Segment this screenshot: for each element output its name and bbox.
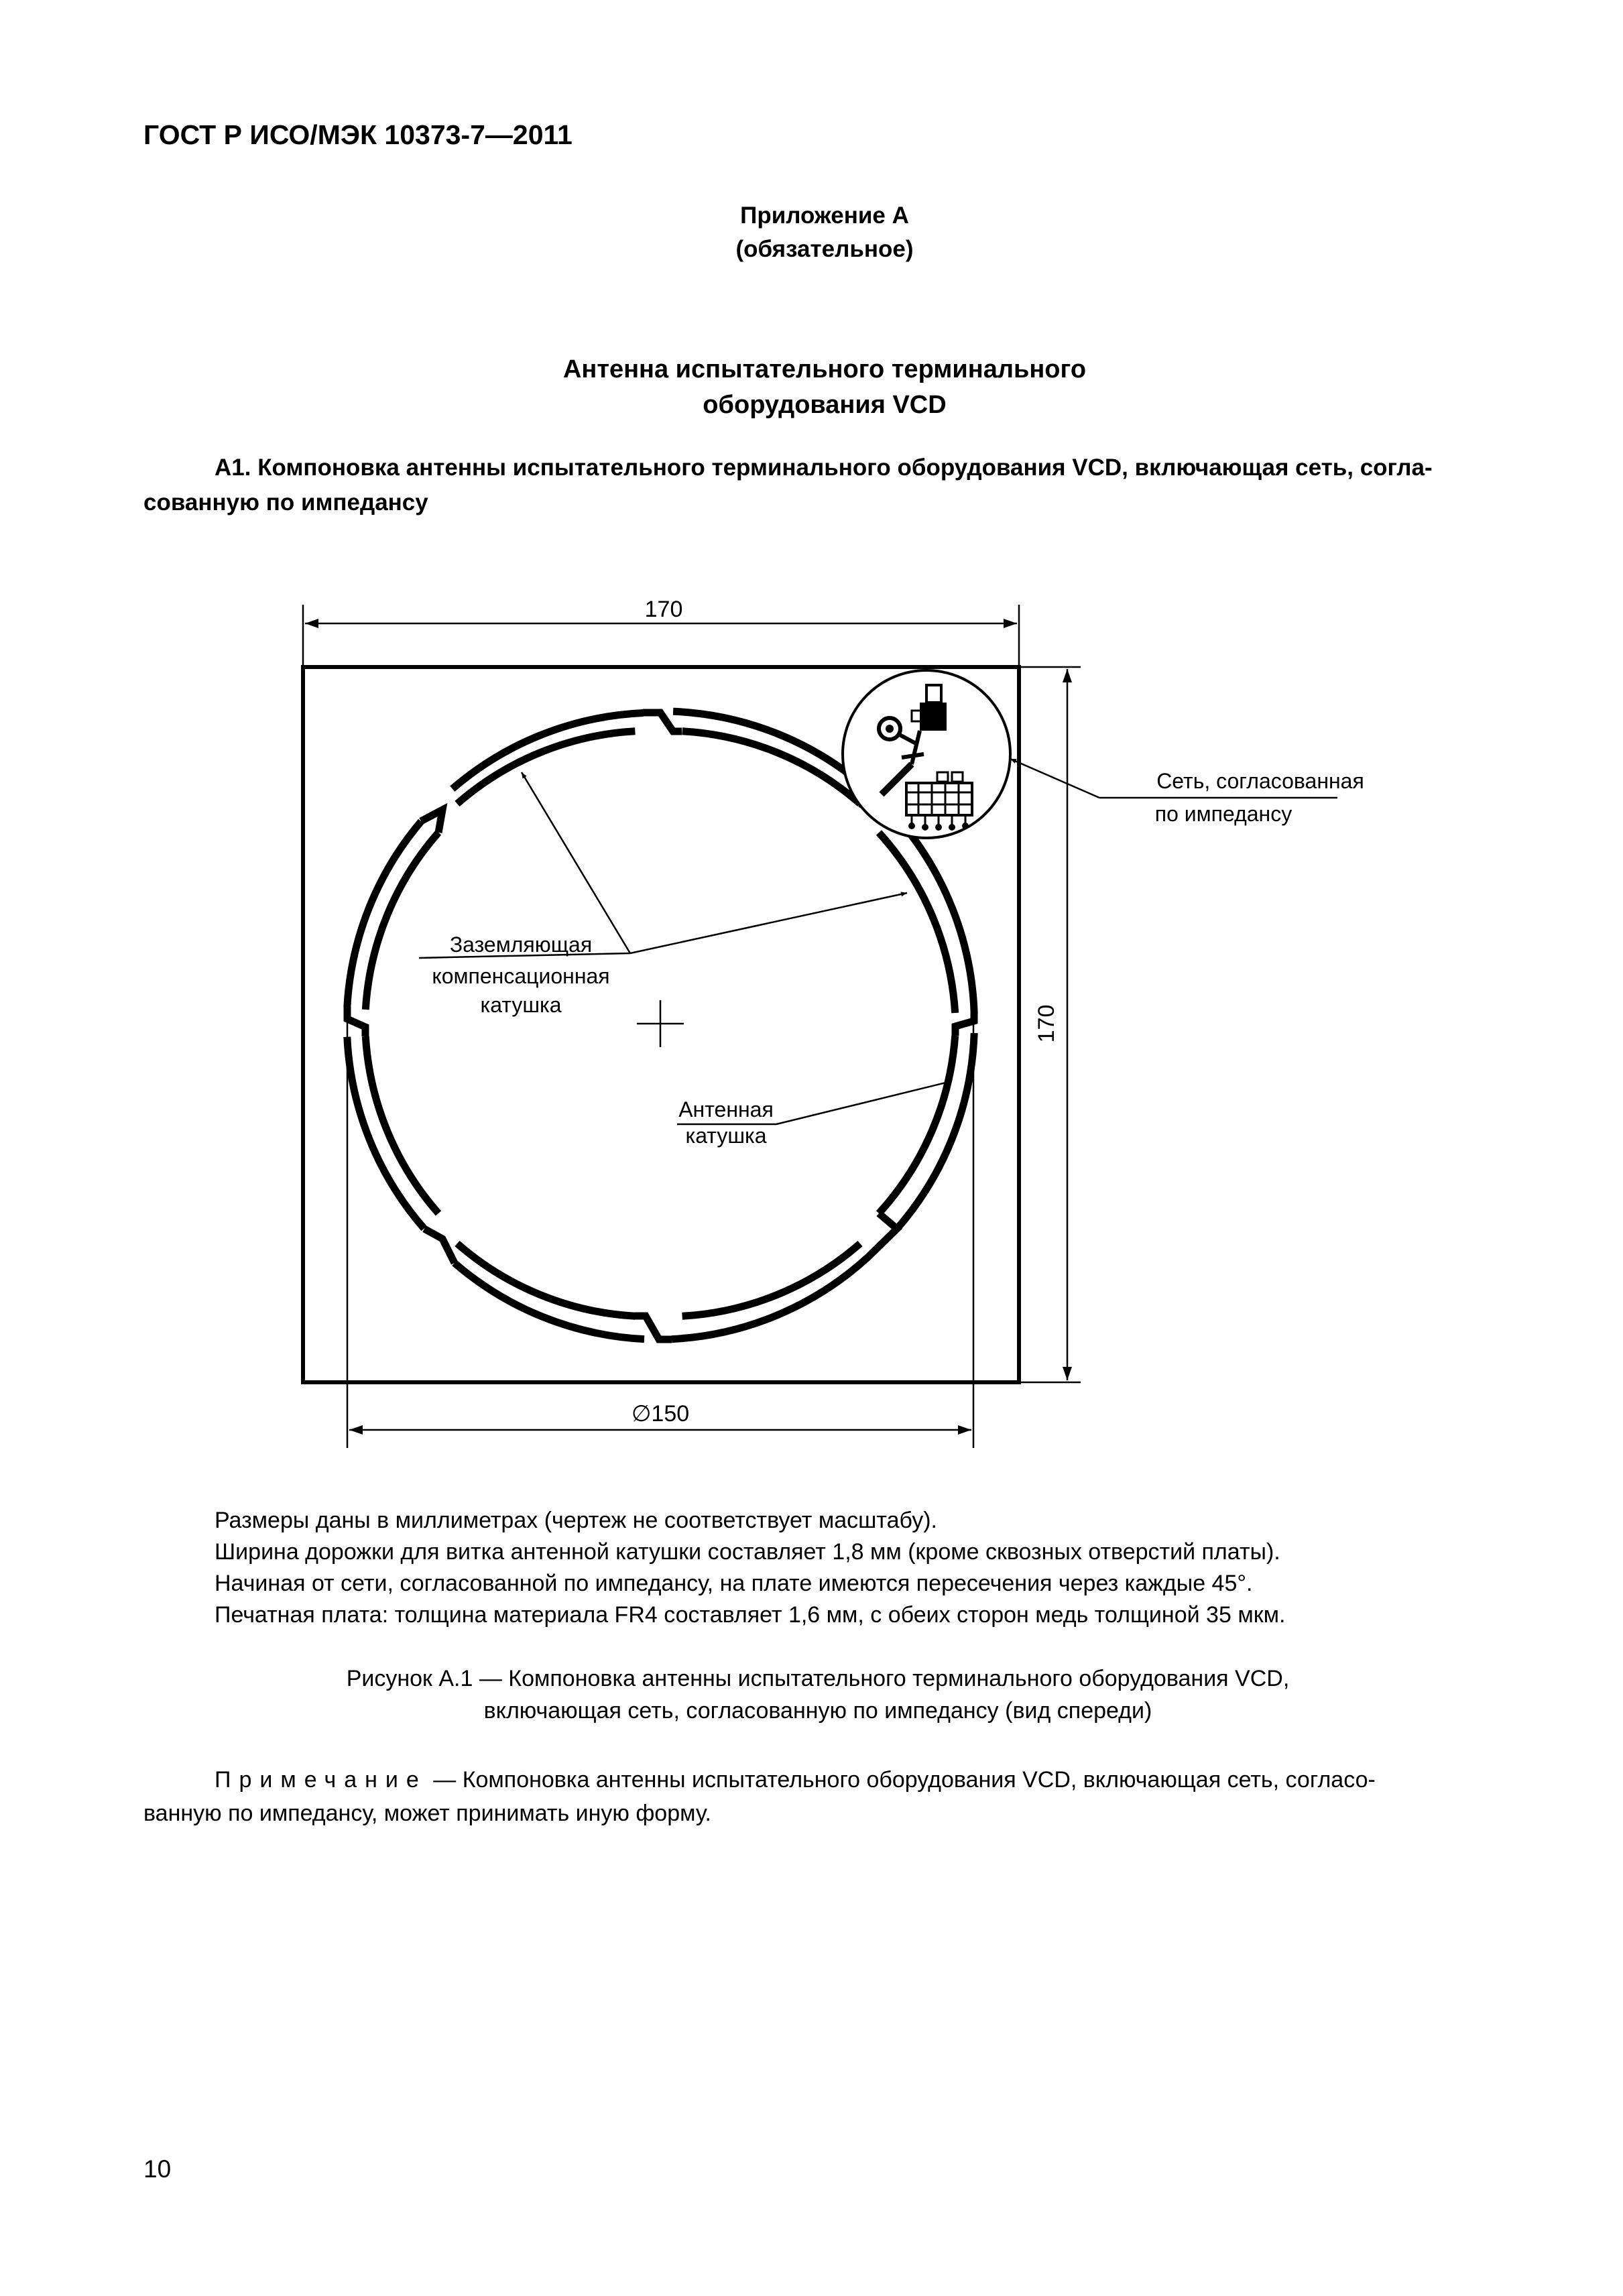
solder-pad [962,823,969,829]
connector-base [920,703,947,731]
crossover-lower-left [424,1229,455,1263]
section-paragraph-line-2: сованную по импедансу [143,489,428,516]
section-paragraph-line-1: А1. Компоновка антенны испытательного терминального оборудования VCD, включающая сеть, согла- [215,455,1433,481]
leader-comp-1 [522,772,630,953]
compensation-coil-segment [457,1244,635,1316]
remark-line-1 [143,1763,1498,1797]
remark-line-2: ванную по импедансу, может принимать иную форму. [143,1801,711,1826]
figure-note-1: Размеры даны в миллиметрах (чертеж не соответствует масштабу). [215,1508,937,1533]
label-comp-line-2: компенсационная [432,964,610,988]
figure-note-4: Печатная плата: толщина материала FR4 составляет 1,6 мм, с обеих сторон медь толщиной 35 мкм. [215,1602,1286,1628]
dim-bottom-value: ∅150 [631,1401,690,1427]
solder-pad [908,823,915,829]
crossover-upper-left [421,810,442,833]
leader-network [1010,759,1099,798]
network-coil-core [886,725,894,733]
annex-status: (обязательное) [735,236,914,262]
crossover-lower-right [867,1213,897,1258]
label-ant-line-1: Антенная [678,1097,774,1122]
crossover-left [347,1007,365,1036]
page-number: 10 [143,2155,172,2183]
leader-comp-2 [630,893,907,953]
title-line-1: Антенна испытательного терминального [562,355,1087,383]
annex-label: Приложение А [740,202,909,229]
figure-caption-line-1: Рисунок А.1 — Компоновка антенны испытательного терминального оборудования VCD, [346,1666,1290,1691]
crossover-right [955,1013,974,1036]
remark-label: Примечание [215,1767,427,1793]
remark-text-1: — Компоновка антенны испытательного оборудования VCD, включающая сеть, согласо- [426,1767,1376,1793]
dim-top-value: 170 [644,597,683,622]
solder-pad [922,824,928,831]
label-comp-line-1: Заземляющая [449,932,593,957]
solder-pad [949,824,955,831]
compensation-coil-segment [879,1036,955,1213]
crossover-top [643,713,682,731]
compensation-coil-segment [682,1244,860,1316]
title-line-2: оборудования VCD [703,391,947,419]
compensation-coil-segment [365,833,438,1010]
center-crosshair [637,1000,684,1047]
leader-ant [776,1081,951,1124]
document-header: ГОСТ Р ИСО/МЭК 10373-7—2011 [143,119,573,150]
dim-right-value: 170 [1034,1004,1059,1043]
solder-pad [935,824,942,831]
figure-caption-line-2: включающая сеть, согласованную по импедансу (вид спереди) [483,1698,1152,1724]
compensation-coil-segment [879,833,955,1013]
figure-note-3: Начиная от сети, согласованной по импедансу, на плате имеются пересечения через каждые 45°. [215,1571,1253,1596]
impedance-network [843,670,1010,838]
compensation-coil-segment [365,1036,438,1213]
figure-note-2: Ширина дорожки для витка антенной катушки составляет 1,8 мм (кроме сквозных отверстий платы). [215,1539,1280,1565]
label-network-line-1: Сеть, согласованная [1156,769,1364,793]
compensation-coil-segment [682,731,860,804]
label-network-line-2: по импедансу [1154,802,1293,826]
label-ant-line-2: катушка [685,1124,767,1148]
label-comp-line-3: катушка [480,993,562,1017]
